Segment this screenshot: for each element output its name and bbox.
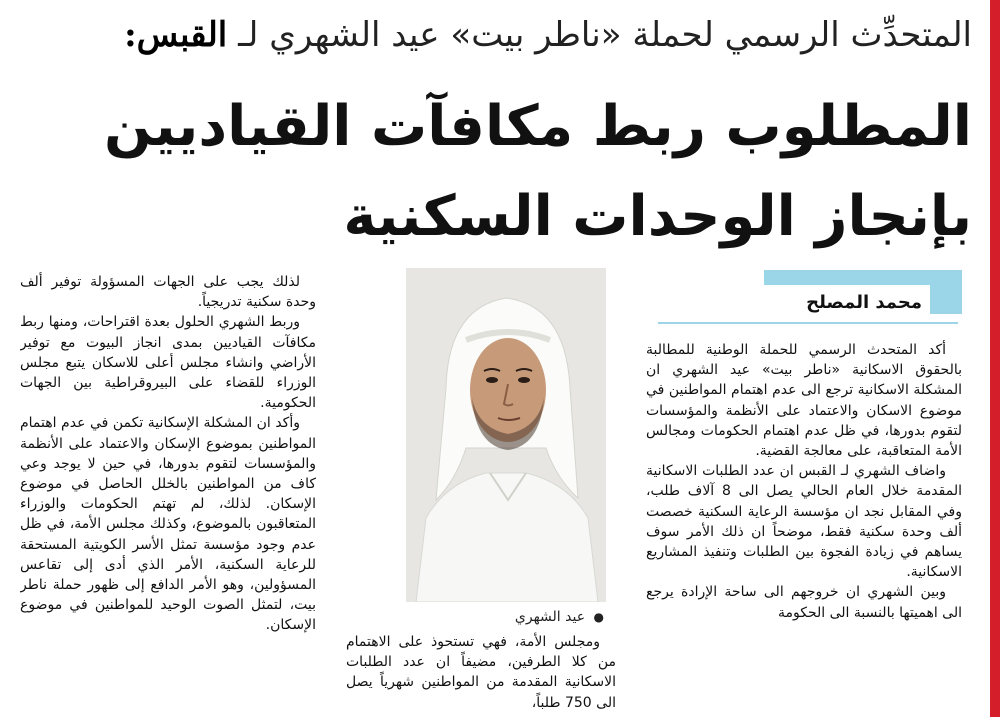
kicker-text: المتحدِّث الرسمي لحملة «ناطر بيت» عيد الشهري لـ [238, 15, 972, 55]
photo-caption [500, 606, 604, 628]
paragraph: لذلك يجب على الجهات المسؤولة توفير ألف وحدة سكنية تدريجياً. [20, 274, 316, 311]
paragraph: وأكد ان المشكلة الإسكانية تكمن في عدم اهتمام المواطنين بموضوع الإسكان والاعتماد على الأنظمة والمؤسسات لتقوم بدورها، في حين لا يوجد وعي كاف من المواطنين بالخلل الحاصل في موضوع الإسكان. لذلك، لم تهتم الحكومات والوزراء المتعاقبون بالموضوع، وكذلك مجلس الأمة، في ظل عدم وجود مؤسسة تمثل الأسر الكويتية المستحقة للرعاية السكنية، الأمر الذي أدى إلى تقاعس المسؤولين، وهو الأمر الدافع إلى ظهور حملة ناطر بيت، لتمثل الصوت الوحيد للمواطنين في موضوع الإسكان. [20, 415, 316, 634]
byline-rule [658, 322, 958, 324]
column-left [20, 272, 316, 717]
byline: محمد المصلح [760, 285, 930, 321]
paragraph: ومجلس الأمة، فهي تستحوذ على الاهتمام من كلا الطرفين، مضيفاً ان عدد الطلبات الاسكانية المقدمة من المواطنين شهرياً يصل الى 750 طلباً، [346, 634, 616, 711]
bullet-icon: ● [593, 610, 604, 624]
photo-caption-text: عيد الشهري [514, 609, 586, 625]
paragraph: أكد المتحدث الرسمي للحملة الوطنية للمطالبة بالحقوق الاسكانية «ناطر بيت» عيد الشهري ان المشكلة الاسكانية ترجع الى عدم اهتمام المواطنين في موضوع الاسكان والاعتماد على الأنظمة والمؤسسات لتقوم بدورها، في ظل عدم اهتمام الحكومات ومجالس الأمة المتعاقبة، على معالجة القضية. [646, 342, 962, 460]
portrait-illustration [406, 268, 606, 602]
paragraph: وبين الشهري ان خروجهم الى ساحة الإرادة يرجع الى اهميتها بالنسبة الى الحكومة [646, 584, 962, 621]
column-right [646, 340, 962, 717]
headline-line-2: بإنجاز الوحدات السكنية [343, 184, 972, 249]
newspaper-name: القبس: [124, 15, 228, 55]
paragraph: وربط الشهري الحلول بعدة اقتراحات، ومنها ربط مكافآت القياديين بمدى انجاز البيوت مع توفير الأراضي وانشاء مجلس أعلى للاسكان يتبع مجلس الوزراء للقضاء على البيروقراطية بين الجهات الحكومية. [20, 314, 316, 412]
page-edge-bar [990, 0, 1000, 717]
paragraph: واضاف الشهري لـ القبس ان عدد الطلبات الاسكانية المقدمة خلال العام الحالي يصل الى 8 آلاف طلب، وفي المقابل نجد ان مؤسسة الرعاية السكنية خصصت ألف وحدة سكنية فقط، موضحاً ان ذلك الأمر سوف يساهم في زيادة الفجوة بين الطلبات وتنفيذ المشاريع الاسكانية. [646, 463, 962, 581]
column-middle [346, 632, 616, 717]
portrait-photo [406, 268, 606, 602]
headline-line-1: المطلوب ربط مكافآت القياديين [104, 94, 972, 159]
kicker [22, 10, 972, 60]
